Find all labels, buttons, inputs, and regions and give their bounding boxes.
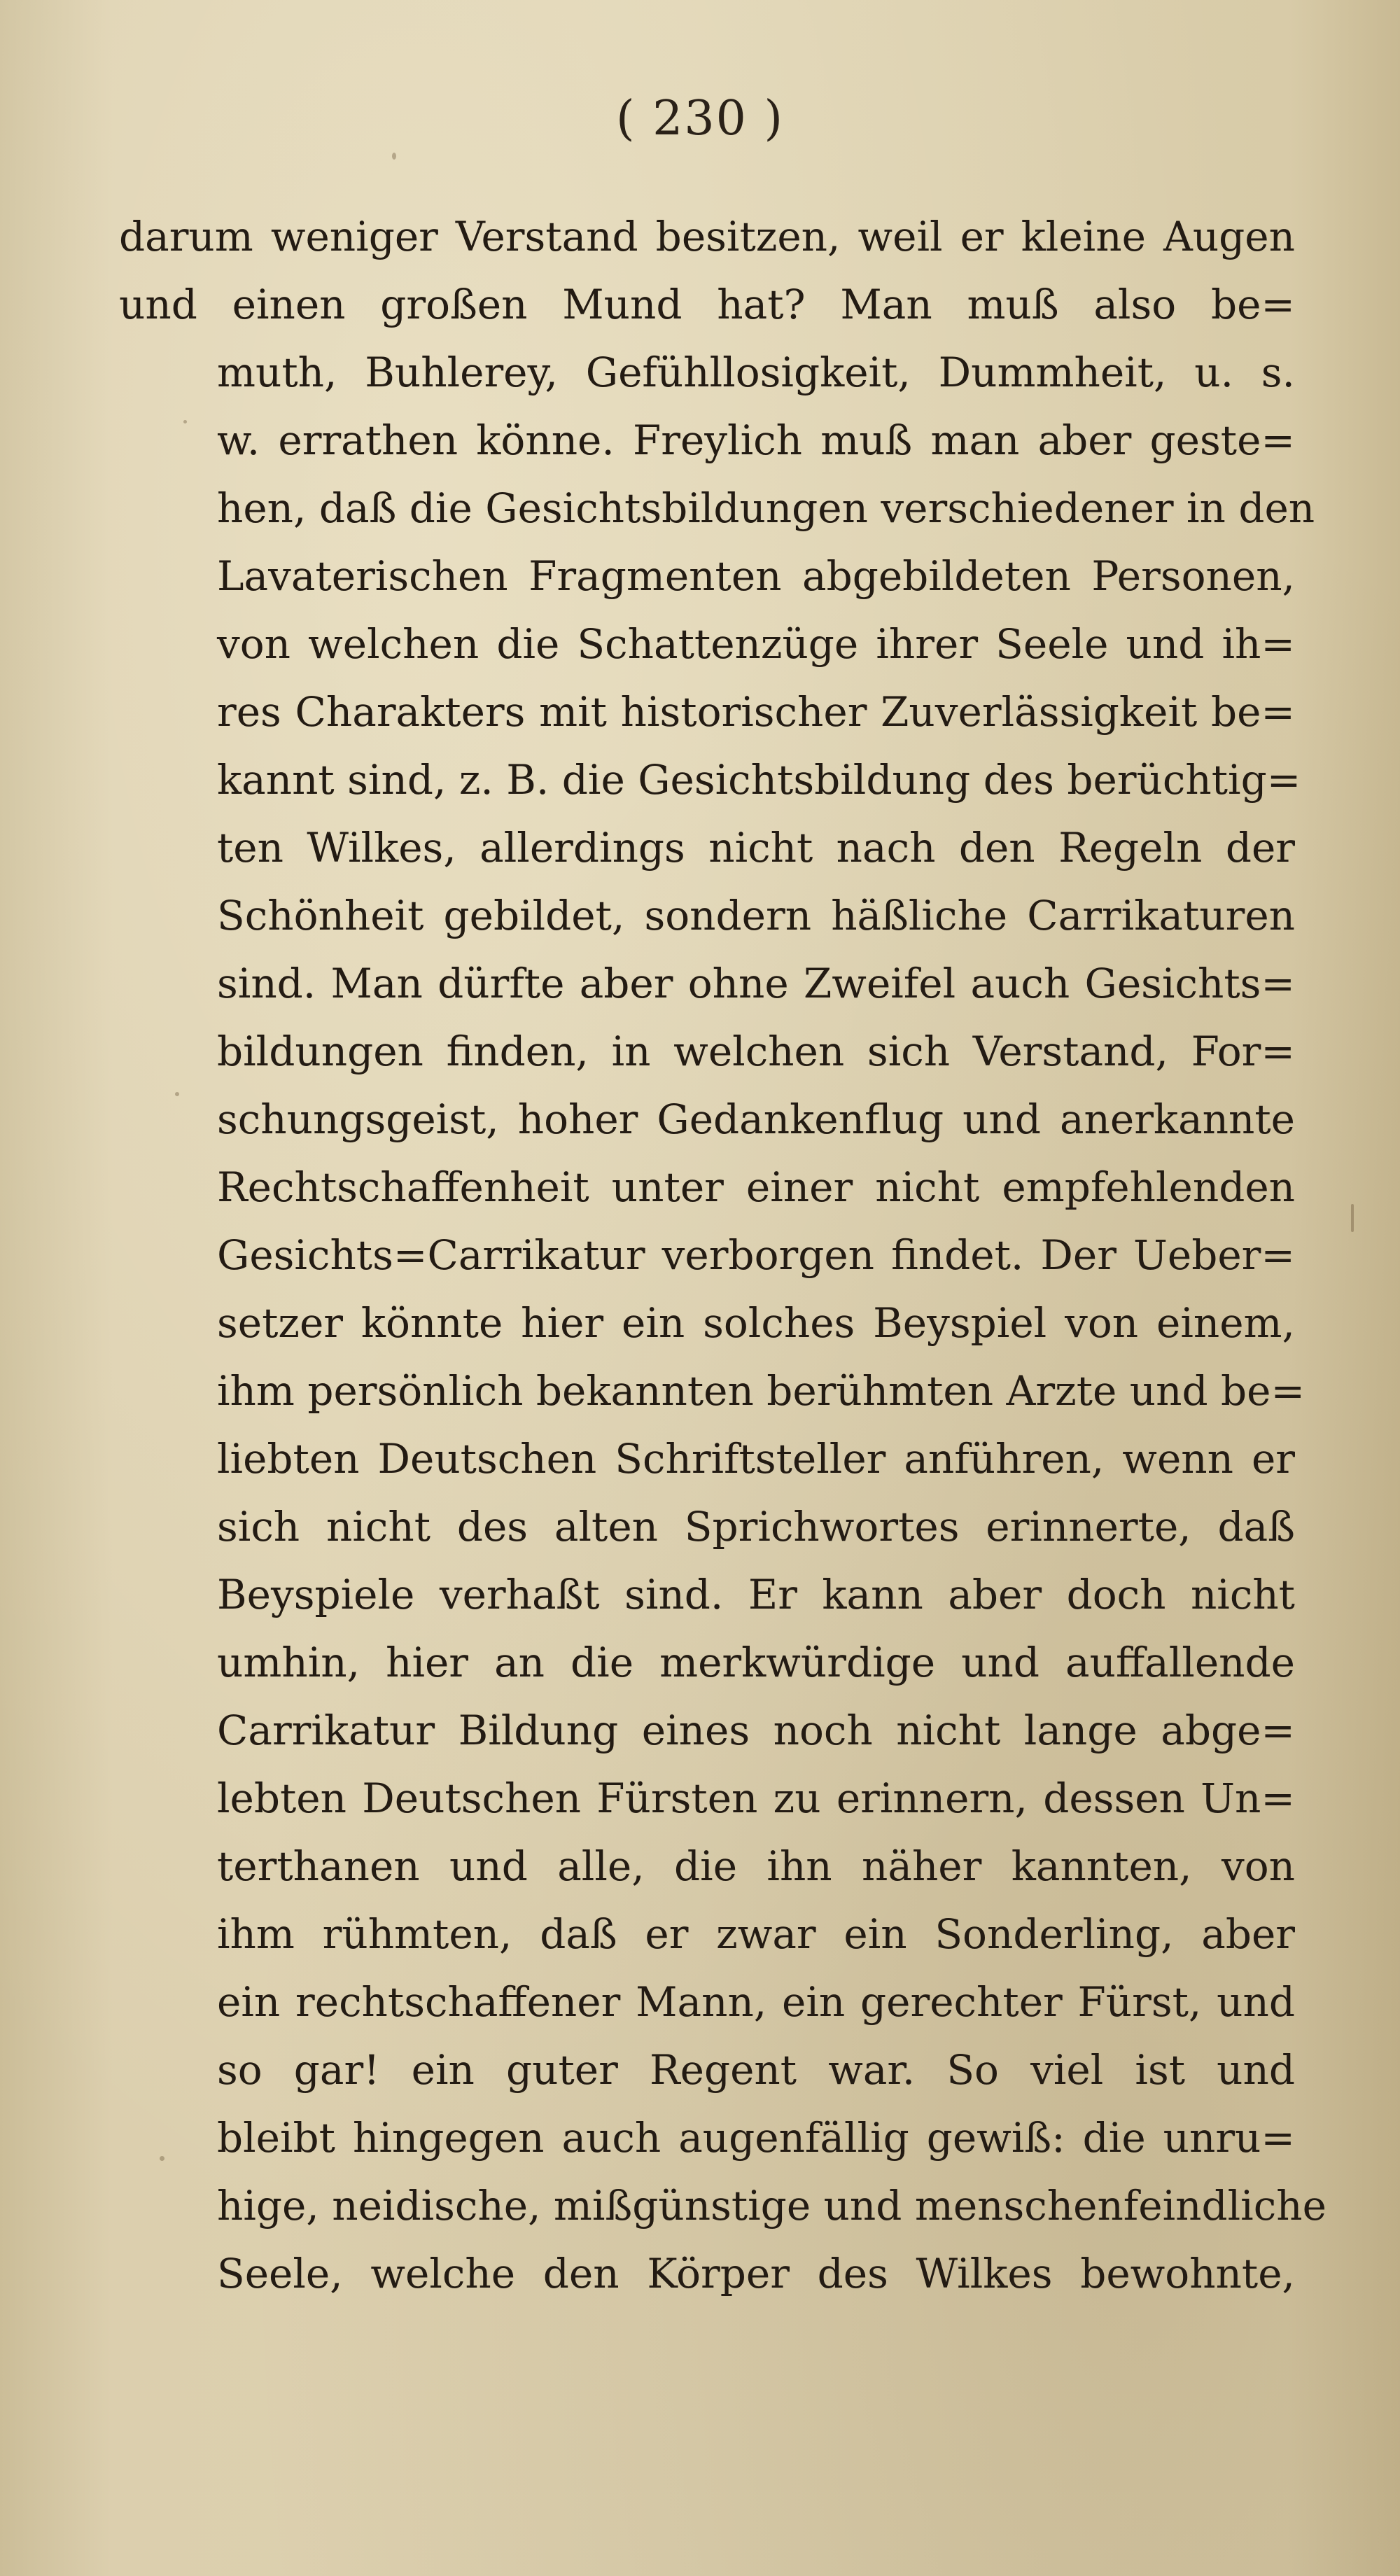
text-line: kannt sind, z. B. die Gesichtsbildung des berüchtig= bbox=[217, 756, 1301, 804]
text-line: schungsgeist, hoher Gedankenflug und anerkannte bbox=[217, 1096, 1295, 1143]
text-line: sind. Man dürfte aber ohne Zweifel auch Gesichts= bbox=[217, 960, 1295, 1007]
text-line: liebten Deutschen Schriftsteller anführen, wenn er bbox=[217, 1435, 1295, 1483]
text-line: darum weniger Verstand besitzen, weil er kleine Augen bbox=[119, 213, 1295, 260]
text-line: hige, neidische, mißgünstige und menschenfeindliche bbox=[217, 2182, 1326, 2230]
text-line: hen, daß die Gesichtsbildungen verschiedener in den bbox=[217, 484, 1315, 532]
text-line: w. errathen könne. Freylich muß man aber geste= bbox=[217, 416, 1295, 464]
text-line: Gesichts=Carrikatur verborgen findet. Der Ueber= bbox=[217, 1231, 1295, 1279]
text-line: Lavaterischen Fragmenten abgebildeten Personen, bbox=[217, 552, 1295, 600]
body-text bbox=[119, 203, 1326, 2308]
text-line: Carrikatur Bildung eines noch nicht lange abge= bbox=[217, 1707, 1295, 1754]
text-line: bildungen finden, in welchen sich Verstand, For= bbox=[217, 1028, 1295, 1075]
text-line: Beyspiele verhaßt sind. Er kann aber doch nicht bbox=[217, 1571, 1295, 1618]
text-line: so gar! ein guter Regent war. So viel ist und bbox=[217, 2046, 1295, 2094]
paper-speck bbox=[392, 153, 396, 160]
text-line: umhin, hier an die merkwürdige und auffallende bbox=[217, 1639, 1295, 1686]
text-line: bleibt hingegen auch augenfällig gewiß: die unru= bbox=[217, 2114, 1295, 2162]
text-line: ein rechtschaffener Mann, ein gerechter Fürst, und bbox=[217, 1978, 1295, 2026]
text-line: ten Wilkes, allerdings nicht nach den Regeln der bbox=[217, 824, 1295, 872]
text-line: von welchen die Schattenzüge ihrer Seele und ih= bbox=[217, 620, 1295, 668]
text-line: res Charakters mit historischer Zuverlässigkeit be= bbox=[217, 688, 1295, 736]
text-line: Rechtschaffenheit unter einer nicht empfehlenden bbox=[217, 1163, 1295, 1211]
text-line: muth, Buhlerey, Gefühllosigkeit, Dummheit, u. s. bbox=[217, 349, 1295, 396]
text-line: terthanen und alle, die ihn näher kannten, von bbox=[217, 1842, 1295, 1890]
text-line: setzer könnte hier ein solches Beyspiel von einem, bbox=[217, 1299, 1295, 1347]
page-number: ( 230 ) bbox=[615, 91, 785, 146]
paper-speck bbox=[1351, 1204, 1354, 1232]
text-line: ihm rühmten, daß er zwar ein Sonderling, aber bbox=[217, 1910, 1295, 1958]
text-line: lebten Deutschen Fürsten zu erinnern, dessen Un= bbox=[217, 1774, 1295, 1822]
text-line: Seele, welche den Körper des Wilkes bewohnte, bbox=[217, 2250, 1295, 2297]
text-line: und einen großen Mund hat? Man muß also be= bbox=[119, 281, 1295, 328]
text-line: sich nicht des alten Sprichwortes erinnerte, daß bbox=[217, 1503, 1295, 1550]
text-line: ihm persönlich bekannten berühmten Arzte und be= bbox=[217, 1367, 1306, 1415]
text-line: Schönheit gebildet, sondern häßliche Carrikaturen bbox=[217, 892, 1295, 939]
